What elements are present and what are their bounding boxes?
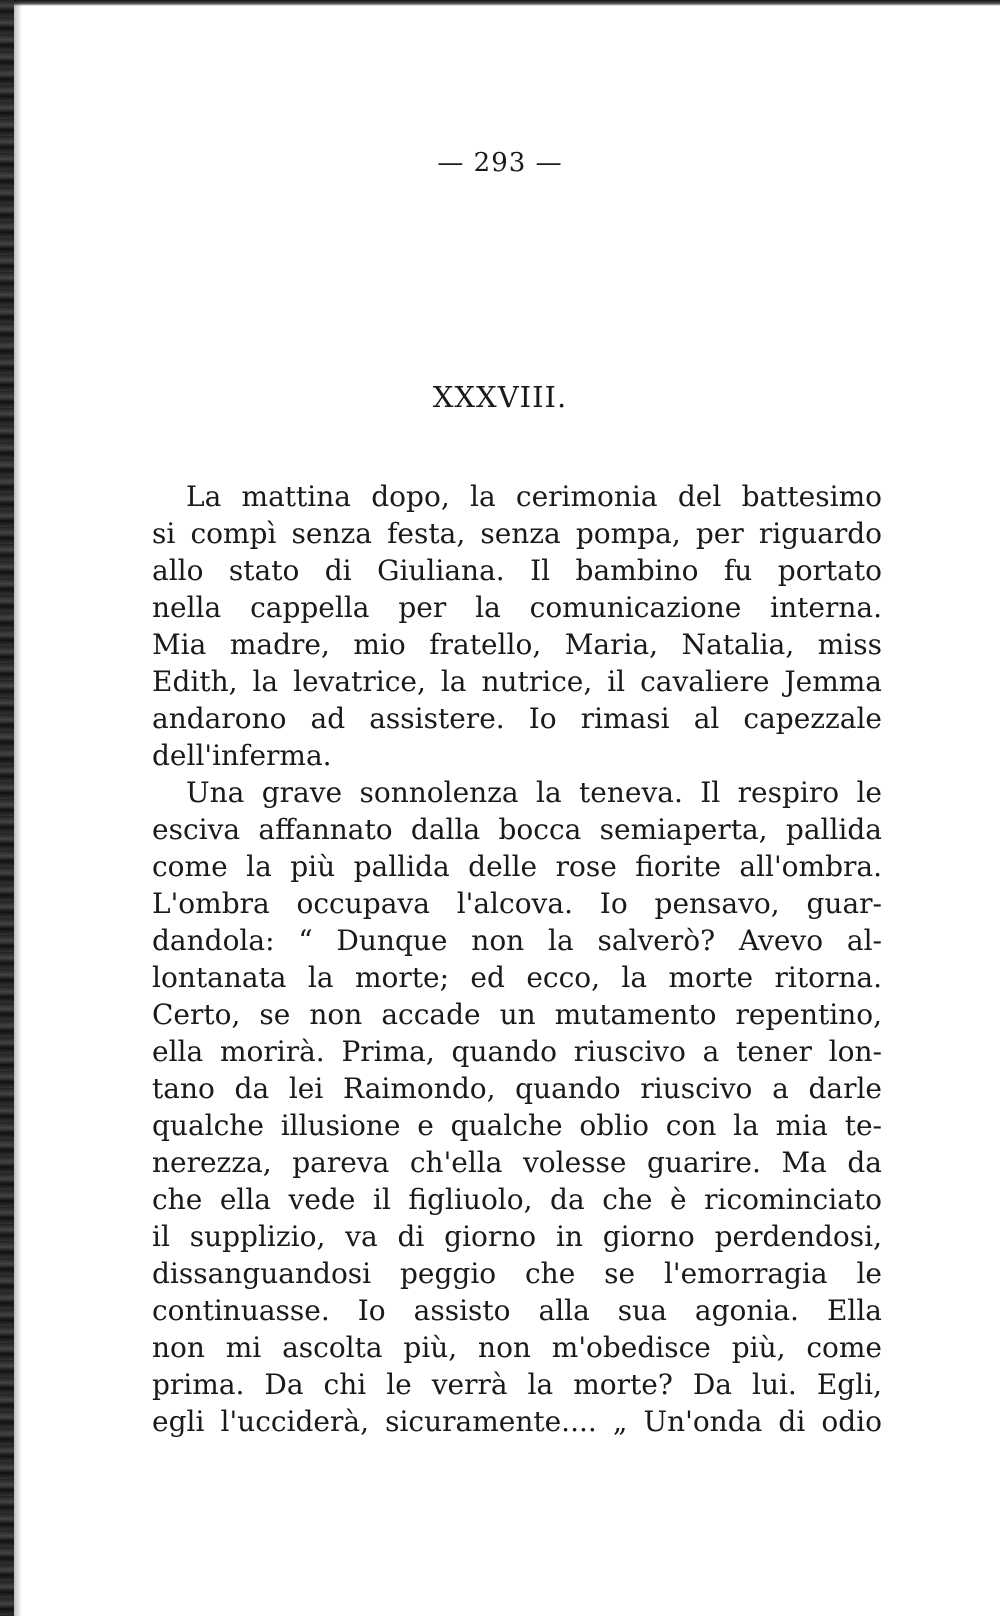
text-line: andarono ad assistere. Io rimasi al capezzale	[152, 702, 882, 735]
text-line: ella morirà. Prima, quando riuscivo a tener lon-	[152, 1035, 882, 1068]
text-line: si compì senza festa, senza pompa, per riguardo	[152, 517, 882, 550]
text-line: Edith, la levatrice, la nutrice, il cavaliere Jemma	[152, 665, 882, 698]
scan-binding-shadow	[14, 0, 22, 1616]
text-line: come la più pallida delle rose fiorite all'ombra.	[152, 850, 882, 883]
scan-binding-edge	[0, 0, 14, 1616]
text-line: continuasse. Io assisto alla sua agonia. Ella	[152, 1294, 882, 1327]
chapter-title: XXXVIII.	[432, 380, 568, 414]
text-line: Una grave sonnolenza la teneva. Il respiro le	[186, 776, 882, 809]
text-line: dell'inferma.	[152, 739, 332, 772]
text-line: Mia madre, mio fratello, Maria, Natalia, miss	[152, 628, 882, 661]
text-line: che ella vede il figliuolo, da che è ricominciato	[152, 1183, 882, 1216]
text-line: egli l'ucciderà, sicuramente.... „ Un'onda di odio	[152, 1405, 882, 1438]
text-line: dissanguandosi peggio che se l'emorragia le	[152, 1257, 882, 1290]
text-line: La mattina dopo, la cerimonia del battesimo	[186, 480, 882, 513]
text-line: non mi ascolta più, non m'obedisce più, come	[152, 1331, 882, 1364]
text-line: allo stato di Giuliana. Il bambino fu portato	[152, 554, 882, 587]
text-line: esciva affannato dalla bocca semiaperta, pallida	[152, 813, 882, 846]
text-line: nerezza, pareva ch'ella volesse guarire. Ma da	[152, 1146, 882, 1179]
text-line: prima. Da chi le verrà la morte? Da lui. Egli,	[152, 1368, 882, 1401]
scan-top-edge	[0, 0, 1000, 6]
text-line: nella cappella per la comunicazione interna.	[152, 591, 882, 624]
text-line: lontanata la morte; ed ecco, la morte ritorna.	[152, 961, 882, 994]
body-text	[152, 478, 882, 1440]
text-line: qualche illusione e qualche oblio con la mia te-	[152, 1109, 882, 1142]
text-line: tano da lei Raimondo, quando riuscivo a darle	[152, 1072, 882, 1105]
text-line: il supplizio, va di giorno in giorno perdendosi,	[152, 1220, 882, 1253]
text-line: Certo, se non accade un mutamento repentino,	[152, 998, 882, 1031]
page-number: — 293 —	[437, 148, 563, 178]
text-line: L'ombra occupava l'alcova. Io pensavo, guar-	[152, 887, 882, 920]
text-line: dandola: “ Dunque non la salverò? Avevo al-	[152, 924, 882, 957]
